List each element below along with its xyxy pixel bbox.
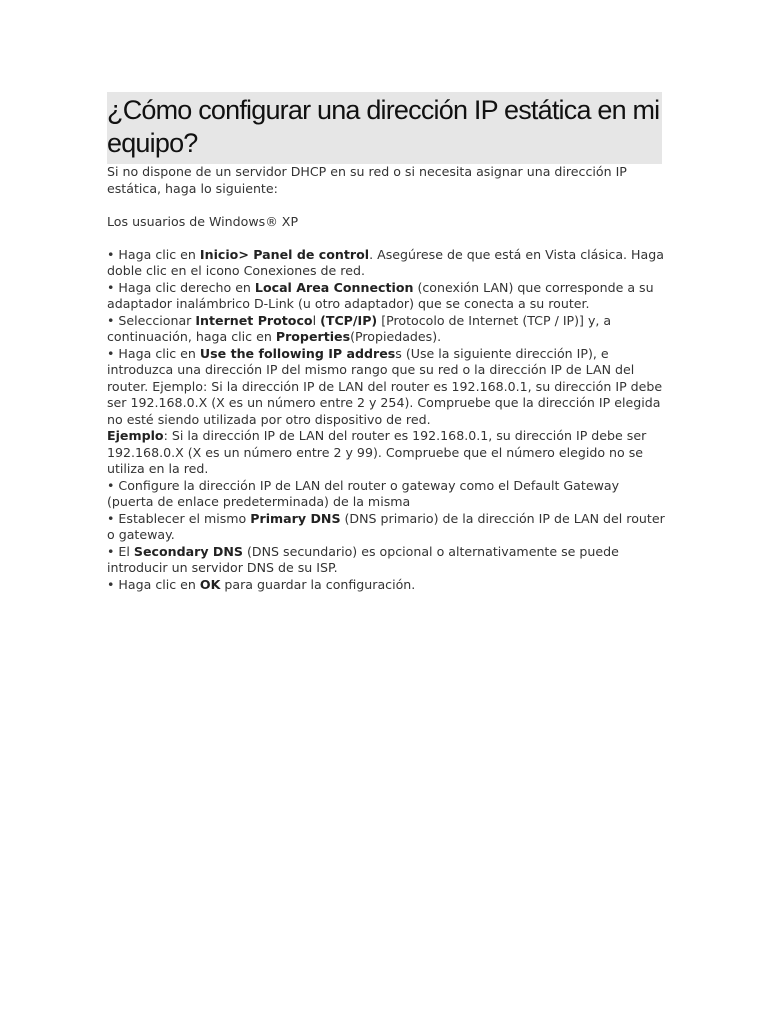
title-banner [107,92,662,164]
step-default-gateway: • Configure la dirección IP de LAN del router o gateway como el Default Gateway (puerta de enlace predeterminada) de la misma [107,477,620,509]
step-text: : Si la dirección IP de LAN del router es 192.168.0.1, su dirección IP debe ser 192.168.0.X (X es un número entre 2 y 99). Compruebe que el número elegido no se utiliza en la red. [107,428,647,476]
step-text: (DNS primario) de la dirección IP de LAN del router o gateway. [107,510,665,542]
step-use-following-ip [107,346,667,429]
step-text: • El [107,543,134,559]
step-text: [Protocolo de Internet (TCP / IP)] y, a continuación, haga clic en [107,312,612,344]
step-bold-text: Inicio> Panel de control [199,246,370,262]
step-text: l [312,312,321,328]
document-body [107,164,667,593]
step-bold-text: Use the following IP addres [199,345,396,361]
step-text: • Haga clic en [107,246,200,262]
step-text: • Haga clic derecho en [107,279,255,295]
page-title: ¿Cómo configurar una dirección IP estática en mi equipo? [107,95,660,158]
step-text: (conexión LAN) que corresponde a su adaptador inalámbrico D-Link (u otro adaptador) que se conecta a su router. [107,279,654,311]
example-label: Ejemplo [107,428,164,443]
step-text: (Propiedades). [350,329,442,344]
step-bold-text: (TCP/IP) [320,312,378,328]
step-text: para guardar la configuración. [220,576,416,592]
step-open-control-panel [107,247,667,280]
step-primary-dns [107,511,667,544]
step-text: • Haga clic en [107,345,200,361]
step-secondary-dns [107,544,667,577]
step-text: • Establecer el mismo [107,510,251,526]
step-bold-text: OK [199,576,221,592]
document-page [107,92,667,593]
paragraph-spacer [107,230,667,247]
step-text: s (Use la siguiente dirección IP), e introduzca una dirección IP del mismo rango que su red o la dirección IP de LAN del router. Ejemplo: Si la dirección IP de LAN del router es 192.168.0.1, su dirección IP debe ser 192.168.0.X (X es un número entre 2 y 254). Compruebe que la dirección IP elegida no esté siendo utilizada por otro dispositivo de red. [107,345,663,427]
step-local-area-connection [107,280,667,313]
paragraph-spacer [107,197,667,214]
step-text: (DNS secundario) es opcional o alternativamente se puede introducir un servidor DNS de su ISP. [107,543,619,575]
step-bold-text: Primary DNS [250,510,341,526]
users-heading: Los usuarios de Windows® XP [107,213,299,229]
step-internet-protocol [107,313,667,346]
step-text: • Haga clic en [107,576,200,592]
step-text: • Seleccionar [107,312,196,328]
step-bold-text: Local Area Connection [254,279,414,295]
intro-paragraph: Si no dispone de un servidor DHCP en su red o si necesita asignar una dirección IP estática, haga lo siguiente: [107,164,627,196]
step-bold-text: Properties [275,329,351,344]
example-paragraph [107,428,667,478]
step-text: . Asegúrese de que está en Vista clásica. Haga doble clic en el icono Conexiones de red. [107,246,664,278]
step-bold-text: Internet Protoco [195,312,313,328]
step-bold-text: Secondary DNS [133,543,243,559]
step-click-ok [107,577,667,594]
